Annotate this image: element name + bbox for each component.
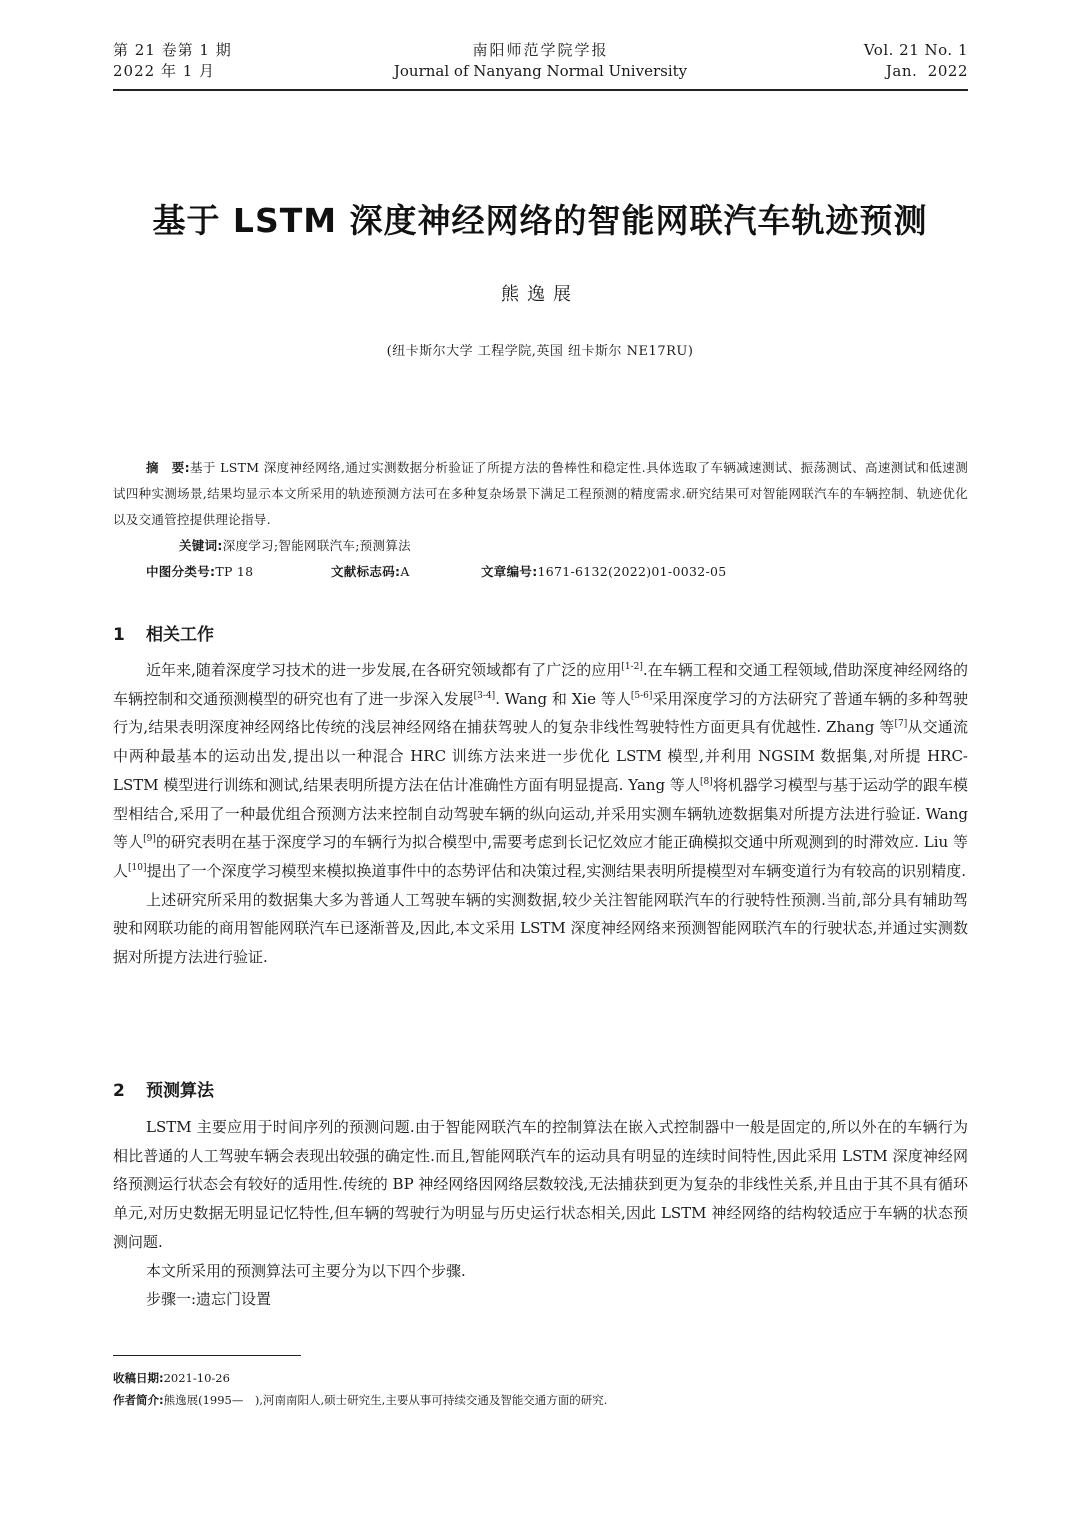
author-affiliation: (纽卡斯尔大学 工程学院,英国 纽卡斯尔 NE17RU) [386, 344, 694, 359]
footnote-received [113, 1368, 968, 1388]
date-en: Jan. 2022 [885, 62, 968, 80]
section-2-body [113, 1113, 968, 1314]
abstract-block [113, 455, 968, 585]
article-no-field [481, 559, 726, 585]
citation: [8] [699, 776, 713, 787]
running-header [113, 40, 968, 90]
date-cn: 2022 年 1 月 [113, 62, 216, 80]
header-rule [113, 89, 968, 91]
author-bio-text: 熊逸展(1995— ),河南南阳人,硕士研究生,主要从事可持续交通及智能交通方面的研究. [163, 1393, 608, 1407]
text-run: 提出了一个深度学习模型来模拟换道事件中的态势评估和决策过程,实测结果表明所提模型对车辆变道行为有较高的识别精度. [146, 861, 967, 880]
keywords-label: 关键词: [179, 538, 223, 553]
journal-name-cn: 南阳师范学院学报 [472, 41, 609, 59]
clc-value: TP 18 [215, 564, 254, 579]
text-run: . Wang 和 Xie 等人 [495, 689, 631, 708]
article-no-label: 文章编号: [481, 564, 538, 579]
volume-issue-en: Vol. 21 No. 1 [863, 41, 968, 59]
doc-code-label: 文献标志码: [331, 564, 401, 579]
text-run: 采用深度学习的方法研究了普通车辆的多种驾驶行为,结果表明深度神经网络比传统的浅层神经网络在捕获驾驶人的复杂非线性驾驶特性方面更具有优越性. Zhang 等 [113, 689, 968, 737]
abstract-paragraph [113, 455, 968, 533]
footnote-rule [113, 1355, 301, 1356]
citation: [9] [143, 834, 156, 845]
citation: [3-4] [473, 690, 496, 701]
header-center [113, 40, 968, 82]
clc-label: 中图分类号: [146, 564, 216, 579]
citation: [10] [128, 862, 147, 873]
author-bio-label: 作者简介: [113, 1393, 164, 1407]
clc-field [146, 559, 253, 585]
section-title: 预测算法 [146, 1081, 214, 1101]
paper-author: 熊逸展 [501, 284, 579, 305]
journal-name-en: Journal of Nanyang Normal University [393, 62, 688, 80]
text-run: .在车辆工程和交通工程领域,借助深度神经网络的车辆控制和交通预测模型的研究也有了进一步深入发展 [113, 661, 968, 708]
abstract-label: 摘 要: [146, 460, 190, 475]
citation: [5-6] [630, 690, 653, 701]
classification-line [113, 559, 968, 585]
header-right [864, 40, 968, 82]
doc-code-field [331, 559, 410, 585]
received-date: 2021-10-26 [163, 1371, 230, 1385]
text-run: 从交通流中两种最基本的运动出发,提出以一种混合 HRC 训练方法来进一步优化 LSTM 模型,并利用 NGSIM 数据集,对所提 HRC-LSTM 模型进行训练和测试,结果表明所提方法在估计准确性方面有明显提高. Yang 等人 [113, 718, 968, 794]
abstract-text: 基于 LSTM 深度神经网络,通过实测数据分析验证了所提方法的鲁棒性和稳定性.具体选取了车辆减速测试、振荡测试、高速测试和低速测试四种实测场景,结果均显示本文所采用的轨迹预测方法可在多种复杂场景下满足工程预测的精度需求.研究结果可对智能网联汽车的车辆控制、轨迹优化以及交通管控提供理论指导. [113, 460, 968, 527]
section-title: 相关工作 [146, 625, 214, 645]
doc-code-value: A [400, 564, 410, 579]
volume-issue-cn: 第 21 卷第 1 期 [113, 41, 232, 59]
footnote-author-bio [113, 1390, 968, 1410]
section-2-heading [113, 1076, 214, 1101]
article-no-value: 1671-6132(2022)01-0032-05 [537, 564, 727, 579]
received-label: 收稿日期: [113, 1371, 164, 1385]
section-1-body [113, 656, 968, 972]
section-number: 1 [113, 625, 125, 645]
body-paragraph: 步骤一:遗忘门设置 [146, 1290, 272, 1309]
citation: [7] [894, 719, 908, 730]
body-paragraph [113, 656, 968, 886]
text-run: 将机器学习模型与基于运动学的跟车模型相结合,采用了一种最优组合预测方法来控制自动驾驶车辆的纵向运动,并采用实测车辆轨迹数据集对所提方法进行验证. Wang 等人 [113, 775, 968, 852]
body-paragraph: 本文所采用的预测算法可主要分为以下四个步骤. [146, 1261, 466, 1280]
keywords-text: 深度学习;智能网联汽车;预测算法 [222, 538, 411, 553]
body-paragraph: 上述研究所采用的数据集大多为普通人工驾驶车辆的实测数据,较少关注智能网联汽车的行驶特性预测.当前,部分具有辅助驾驶和网联功能的商用智能网联汽车已逐渐普及,因此,本文采用 LSTM 深度神经网络来预测智能网联汽车的行驶状态,并通过实测数据对所提方法进行验证. [113, 890, 968, 967]
section-1-heading [113, 620, 214, 645]
body-paragraph: LSTM 主要应用于时间序列的预测问题.由于智能网联汽车的控制算法在嵌入式控制器中一般是固定的,所以外在的车辆行为相比普通的人工驾驶车辆会表现出较强的确定性.而且,智能网联汽车的运动具有明显的连续时间特性,因此采用 LSTM 深度神经网络预测运行状态会有较好的适用性.传统的 BP 神经网络因网络层数较浅,无法捕获到更为复杂的非线性关系,并且由于其不具有循环单元,对历史数据无明显记忆特性,但车辆的驾驶行为明显与历史运行状态相关,因此 LSTM 神经网络的结构较适应于车辆的状态预测问题. [113, 1118, 968, 1251]
text-run: 近年来,随着深度学习技术的进一步发展,在各研究领域都有了广泛的应用 [146, 661, 622, 679]
citation: [1-2] [621, 662, 643, 672]
keywords-line [113, 533, 968, 559]
paper-title: 基于 LSTM 深度神经网络的智能网联汽车轨迹预测 [152, 201, 928, 240]
text-run: 的研究表明在基于深度学习的车辆行为拟合模型中,需要考虑到长记忆效应才能正确模拟交通中所观测到的时滞效应. Liu 等人 [113, 833, 968, 880]
section-number: 2 [113, 1081, 125, 1101]
